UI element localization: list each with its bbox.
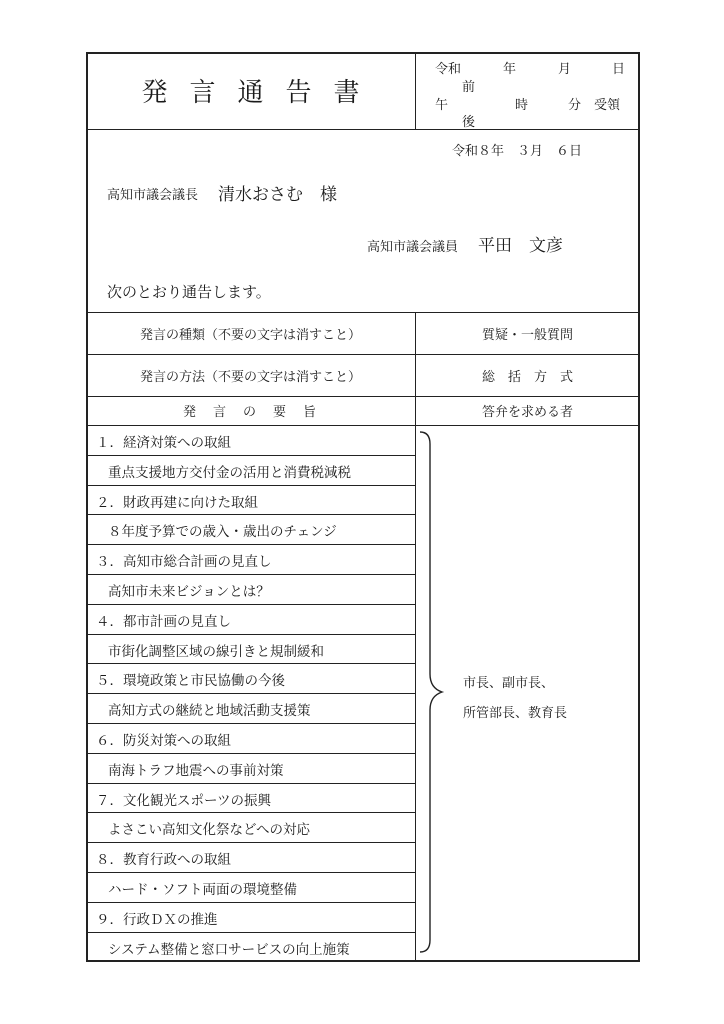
row-divider [86, 634, 415, 635]
row-divider [86, 693, 415, 694]
receipt-day: 日 [612, 62, 626, 77]
sender-title: 高知市議会議員 [367, 240, 459, 255]
receipt-received: 受領 [594, 98, 621, 113]
receipt-pm: 後 [462, 115, 476, 130]
receipt-year: 年 [503, 62, 517, 77]
summary-item-heading: ３．高知市総合計画の見直し [96, 554, 272, 571]
summary-item-heading: ４．都市計画の見直し [96, 613, 231, 630]
summary-item-heading: ６．防災対策への取組 [96, 733, 231, 749]
receipt-month: 月 [558, 62, 572, 77]
summary-item-detail: 市街化調整区域の線引きと規制緩和 [108, 643, 324, 660]
type-label: 発言の種類（不要の文字は消すこと） [139, 327, 361, 343]
summary-item-detail: ８年度予算での歳入・歳出のチェンジ [108, 524, 337, 541]
row-divider [86, 932, 415, 933]
row-divider [86, 812, 415, 813]
summary-item-heading: ８．教育行政への取組 [96, 852, 231, 869]
summary-item-detail: ハード・ソフト両面の環境整備 [108, 882, 297, 898]
receipt-era: 令和 [435, 62, 462, 77]
addressee-title: 高知市議会議長 [107, 188, 199, 203]
row-divider [86, 872, 415, 873]
brace-icon [418, 430, 448, 955]
addressee-name: 清水おさむ 様 [218, 185, 337, 205]
summary-item-heading: ９．行政ＤＸの推進 [96, 911, 218, 928]
row-divider [86, 663, 415, 664]
form-title: 発言通告書 [141, 78, 382, 108]
row-divider [86, 842, 415, 843]
summary-item-detail: 高知市未来ビジョンとは？ [108, 584, 270, 600]
receipt-hour: 時 [515, 98, 529, 113]
row-divider [86, 783, 415, 784]
row-divider [86, 514, 415, 515]
summary-item-detail: 高知方式の継続と地域活動支援策 [108, 703, 311, 720]
respondent-header: 答弁を求める者 [481, 405, 573, 420]
row-divider [86, 604, 415, 605]
respondents-line-2: 所管部長、教育長 [463, 706, 568, 721]
sender-name: 平田 文彦 [478, 236, 563, 256]
summary-item-detail: 重点支援地方交付金の活用と消費税減税 [108, 464, 351, 481]
receipt-ampm: 午 [435, 98, 449, 113]
summary-item-heading: ２．財政再建に向けた取組 [96, 494, 258, 511]
respondents-line-1: 市長、副市長、 [463, 676, 555, 691]
summary-item-detail: 南海トラフ地震への事前対策 [108, 762, 284, 779]
divider [415, 52, 416, 129]
row-divider [86, 723, 415, 724]
receipt-minute: 分 [568, 98, 582, 113]
row-divider [86, 455, 415, 456]
row-divider [86, 902, 415, 903]
summary-item-heading: ７．文化観光スポーツの振興 [96, 792, 271, 809]
row-divider [86, 485, 415, 486]
summary-item-heading: １．経済対策への取組 [96, 435, 231, 451]
divider [86, 425, 640, 426]
summary-header: 発 言 の 要 旨 [182, 405, 318, 420]
row-divider [86, 753, 415, 754]
summary-item-detail: システム整備と窓口サービスの向上施策 [108, 941, 350, 958]
type-value: 質疑・一般質問 [481, 327, 573, 343]
notice-statement: 次のとおり通告します。 [107, 283, 271, 301]
divider [86, 129, 640, 130]
method-label: 発言の方法（不要の文字は消すこと） [139, 369, 361, 385]
method-value: 総 括 方 式 [481, 369, 573, 385]
row-divider [86, 544, 415, 545]
summary-item-heading: ５．環境政策と市民協働の今後 [96, 673, 285, 690]
row-divider [86, 574, 415, 575]
receipt-am: 前 [462, 80, 476, 95]
notice-date: 令和８年 ３月 ６日 [452, 144, 583, 159]
summary-item-detail: よさこい高知文化祭などへの対応 [108, 822, 310, 839]
